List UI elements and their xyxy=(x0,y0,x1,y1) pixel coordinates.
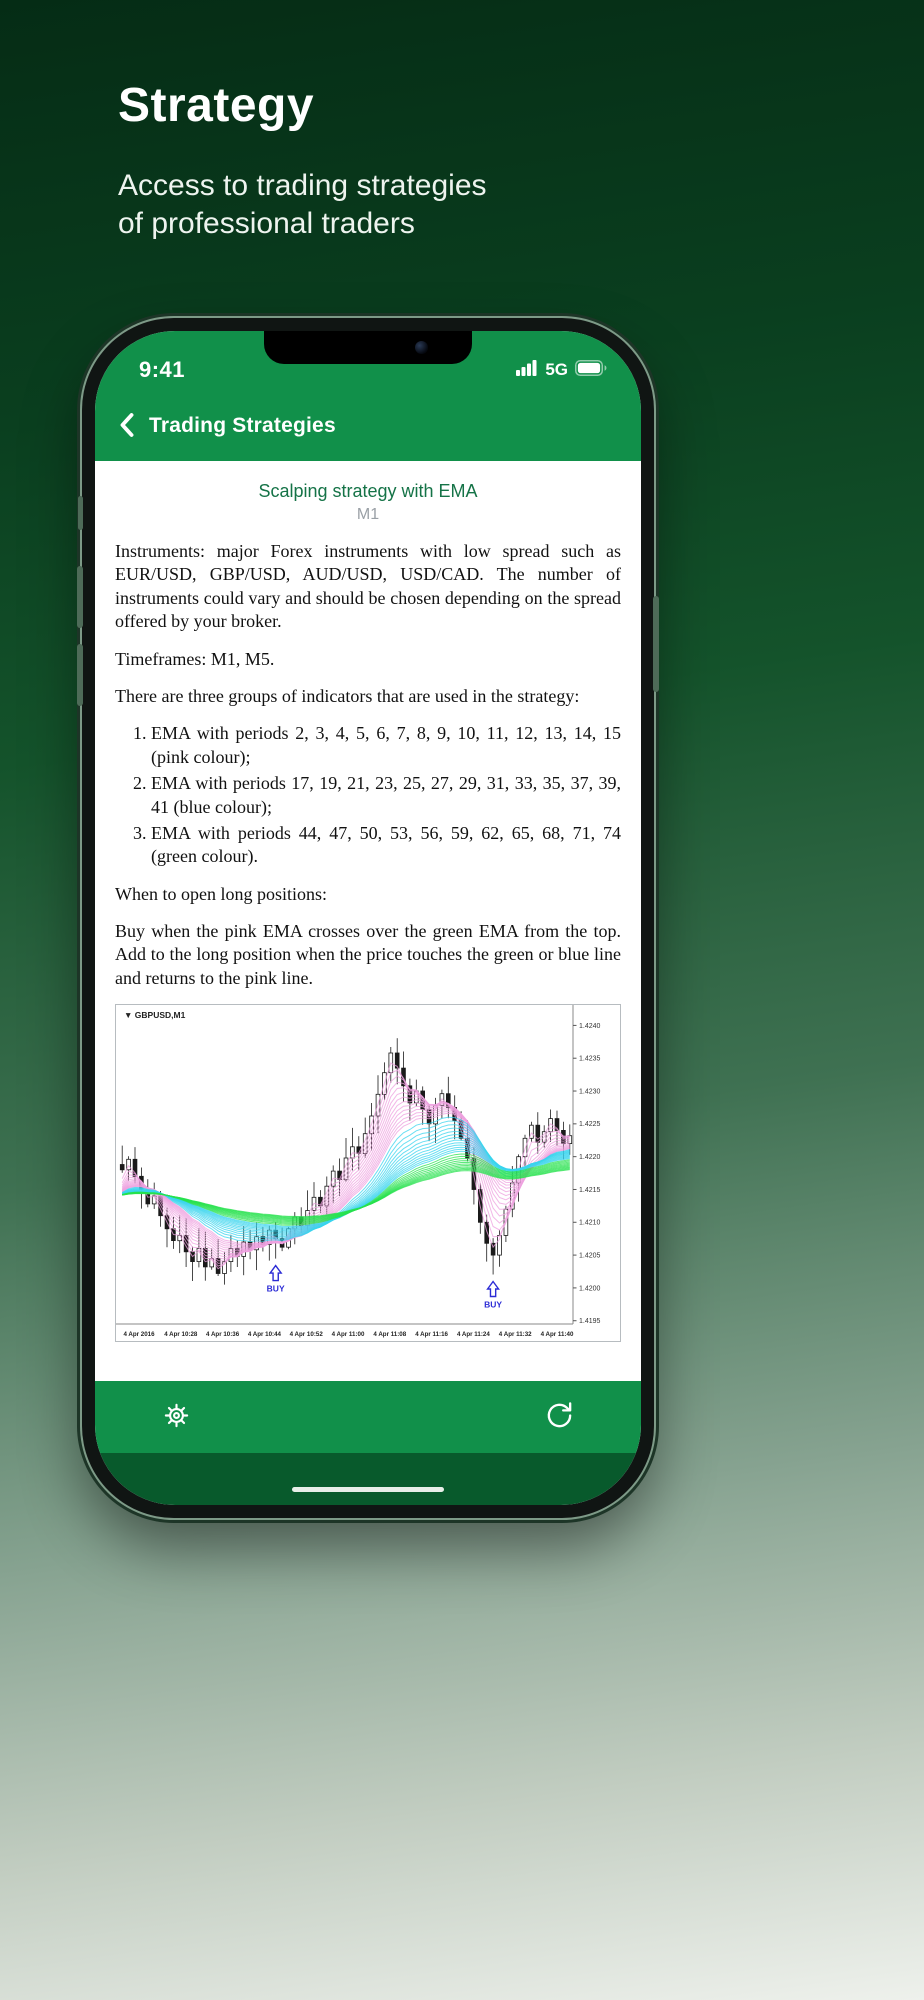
svg-text:4 Apr 10:52: 4 Apr 10:52 xyxy=(289,1331,323,1339)
chevron-left-icon xyxy=(117,412,137,441)
svg-text:1.4210: 1.4210 xyxy=(579,1219,601,1227)
svg-text:1.4225: 1.4225 xyxy=(579,1121,601,1129)
article-paragraph: There are three groups of indicators that are used in the strategy: xyxy=(115,685,580,706)
svg-text:BUY: BUY xyxy=(484,1299,503,1310)
back-button[interactable] xyxy=(115,410,139,443)
svg-text:1.4205: 1.4205 xyxy=(579,1252,601,1260)
svg-text:4 Apr 11:40: 4 Apr 11:40 xyxy=(540,1331,574,1339)
svg-text:4 Apr 10:28: 4 Apr 10:28 xyxy=(164,1331,198,1339)
page-title: Strategy xyxy=(118,79,315,132)
svg-text:4 Apr 11:24: 4 Apr 11:24 xyxy=(457,1331,490,1339)
svg-text:1.4240: 1.4240 xyxy=(579,1023,601,1031)
svg-text:4 Apr 10:36: 4 Apr 10:36 xyxy=(206,1331,240,1339)
article-paragraph: Timeframes: M1, M5. xyxy=(115,648,275,669)
price-chart-svg xyxy=(116,1005,620,1341)
battery-full-icon xyxy=(575,360,607,381)
article-timeframe: M1 xyxy=(356,506,380,523)
article-paragraph: When to open long positions: xyxy=(115,883,327,904)
network-label: 5G xyxy=(545,360,568,379)
subtitle-line-2: of professional traders xyxy=(118,207,415,241)
price-chart[interactable] xyxy=(115,1004,621,1342)
svg-text:1.4220: 1.4220 xyxy=(579,1154,601,1162)
svg-text:▼ GBPUSD,M1: ▼ GBPUSD,M1 xyxy=(124,1010,186,1021)
svg-text:1.4230: 1.4230 xyxy=(579,1088,601,1096)
list-item: 2. EMA with periods 17, 19, 21, 23, 25, 27, 29, 31, 33, 35, 37, 39, 41 (blue colour); xyxy=(151,772,621,819)
svg-text:4 Apr 11:00: 4 Apr 11:00 xyxy=(331,1331,365,1339)
settings-button[interactable] xyxy=(157,1396,196,1438)
volume-up-button xyxy=(77,566,83,628)
footer-toolbar xyxy=(95,1381,641,1453)
svg-text:4 Apr 11:16: 4 Apr 11:16 xyxy=(415,1331,448,1339)
svg-text:4 Apr 11:32: 4 Apr 11:32 xyxy=(498,1331,532,1339)
article-title: Scalping strategy with EMA xyxy=(258,481,478,501)
power-button xyxy=(653,596,659,692)
home-indicator[interactable] xyxy=(292,1487,444,1492)
svg-text:1.4235: 1.4235 xyxy=(579,1055,601,1063)
article-paragraph: Instruments: major Forex instruments with low spread such as EUR/USD, GBP/USD, AUD/USD, USD/CAD. The number of instruments could vary and should be chosen depending on the spread offered by your broker. xyxy=(115,541,621,632)
notch xyxy=(264,331,472,364)
refresh-button[interactable] xyxy=(540,1396,579,1438)
article-scroll-area[interactable] xyxy=(95,461,641,1381)
status-time: 9:41 xyxy=(139,357,186,382)
article-paragraph: Buy when the pink EMA crosses over the green EMA from the top. Add to the long position when the price touches the green or blue line and returns to the pink line. xyxy=(115,921,621,988)
signal-bars-icon xyxy=(516,360,538,381)
status-right-cluster xyxy=(516,360,607,381)
list-item: 1. EMA with periods 2, 3, 4, 5, 6, 7, 8, 9, 10, 11, 12, 13, 14, 15 (pink colour); xyxy=(151,722,621,769)
volume-down-button xyxy=(77,644,83,706)
phone-mockup xyxy=(82,318,654,1518)
home-indicator-area xyxy=(95,1453,641,1505)
svg-text:4 Apr 10:44: 4 Apr 10:44 xyxy=(247,1331,281,1339)
mute-switch xyxy=(78,496,83,530)
refresh-icon xyxy=(544,1400,575,1434)
svg-text:BUY: BUY xyxy=(266,1283,285,1294)
page-subtitle xyxy=(118,167,487,243)
gear-icon xyxy=(161,1400,192,1434)
nav-bar xyxy=(95,399,641,461)
svg-text:1.4215: 1.4215 xyxy=(579,1187,601,1195)
indicator-list xyxy=(115,722,621,868)
phone-screen xyxy=(95,331,641,1505)
svg-text:1.4200: 1.4200 xyxy=(579,1285,601,1293)
nav-title: Trading Strategies xyxy=(149,414,336,437)
subtitle-line-1: Access to trading strategies xyxy=(118,169,487,202)
hero xyxy=(118,78,487,243)
list-item: 3. EMA with periods 44, 47, 50, 53, 56, 59, 62, 65, 68, 71, 74 (green colour). xyxy=(151,822,621,869)
svg-text:4 Apr 2016: 4 Apr 2016 xyxy=(123,1331,155,1339)
camera-dot xyxy=(415,341,428,354)
svg-text:1.4195: 1.4195 xyxy=(579,1318,601,1326)
svg-text:4 Apr 11:08: 4 Apr 11:08 xyxy=(373,1331,407,1339)
